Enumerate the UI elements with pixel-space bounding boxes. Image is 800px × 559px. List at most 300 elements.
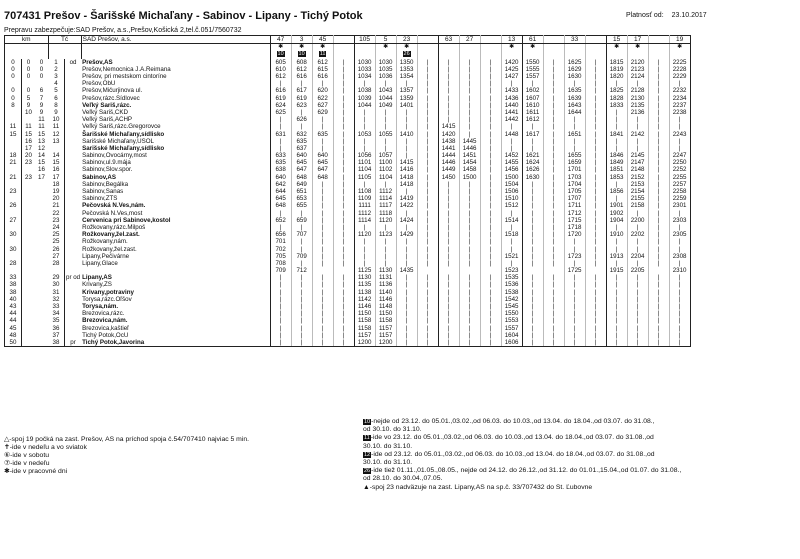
departure-time: 1913 (606, 253, 627, 260)
departure-time: 1420 (438, 130, 459, 137)
departure-time: 1410 (396, 130, 417, 137)
departure-time: 1723 (564, 253, 585, 260)
timetable-row (5, 181, 691, 188)
arrival-departure-mark (65, 109, 82, 116)
departure-time: 1446 (438, 159, 459, 166)
departure-time: | (564, 310, 585, 317)
departure-time: 1131 (375, 274, 396, 281)
departure-time: | (459, 109, 480, 116)
departure-time: | (648, 245, 669, 252)
departure-time: | (480, 166, 501, 173)
trip-symbol-cell (669, 44, 690, 52)
departure-time: | (438, 281, 459, 288)
restriction-badge: 10 (277, 51, 284, 58)
departure-time: | (480, 303, 501, 310)
departure-time: | (648, 317, 669, 324)
departure-time: | (522, 339, 543, 347)
km-value-3: 11 (38, 116, 45, 124)
departure-time: | (480, 188, 501, 195)
departure-time: 1607 (522, 95, 543, 102)
stop-number: 12 (48, 130, 65, 137)
arrival-departure-mark (65, 80, 82, 87)
departure-time: 1701 (564, 166, 585, 173)
departure-time: | (312, 310, 333, 317)
departure-time: | (396, 274, 417, 281)
departure-time: | (669, 123, 690, 130)
departure-time: | (648, 296, 669, 303)
departure-time: | (417, 130, 438, 137)
departure-time: 1621 (522, 152, 543, 159)
departure-time: 2152 (627, 174, 648, 181)
arrival-departure-mark: pr (65, 339, 82, 347)
departure-time: | (648, 95, 669, 102)
departure-time: | (438, 332, 459, 339)
trip-restriction-cell (564, 51, 585, 58)
departure-time: | (270, 145, 291, 152)
departure-time: | (396, 238, 417, 245)
departure-time: | (312, 281, 333, 288)
station-name: Lipany,Glace (81, 260, 270, 267)
footnote (363, 475, 793, 483)
departure-time: 1118 (375, 210, 396, 217)
departure-time: | (354, 123, 375, 130)
station-name: Prešov, pri mestskom cintoríne (81, 73, 270, 80)
departure-time: 1555 (522, 66, 543, 73)
arrival-departure-mark (65, 303, 82, 310)
departure-time: | (333, 281, 354, 288)
stop-number: 25 (48, 238, 65, 245)
trip-restriction-cell (291, 51, 312, 58)
km-value-3: 14 (38, 152, 45, 160)
departure-time: | (585, 138, 606, 145)
departure-time: | (354, 238, 375, 245)
departure-time: 640 (312, 152, 333, 159)
timetable-row (5, 195, 691, 202)
timetable-row (5, 188, 691, 195)
departure-time: 2142 (627, 130, 648, 137)
departure-time: 1150 (354, 310, 375, 317)
km-value-2: 0 (26, 87, 31, 95)
departure-time: | (480, 325, 501, 332)
departure-time: | (522, 332, 543, 339)
departure-time: | (522, 296, 543, 303)
departure-time: 1610 (522, 102, 543, 109)
trip-number-header: 3 (291, 36, 312, 44)
timetable-row (5, 95, 691, 102)
stop-number: 26 (48, 245, 65, 252)
departure-time: | (585, 87, 606, 94)
trip-symbol-cell (543, 44, 564, 52)
departure-time: | (396, 260, 417, 267)
km-value (5, 145, 22, 152)
km-value: 50 (5, 339, 22, 347)
asterisk-icon: ✱ (509, 44, 515, 51)
departure-time: | (627, 317, 648, 324)
departure-time: 627 (312, 102, 333, 109)
departure-time: | (291, 289, 312, 296)
arrival-departure-mark (65, 159, 82, 166)
departure-time: | (606, 181, 627, 188)
departure-time: | (417, 339, 438, 347)
departure-time: | (606, 224, 627, 231)
departure-time: 1833 (606, 102, 627, 109)
asterisk-icon: ✱ (530, 44, 536, 51)
departure-time: | (417, 102, 438, 109)
departure-time: | (270, 116, 291, 123)
departure-time: | (543, 138, 564, 145)
departure-time: | (459, 195, 480, 202)
departure-time: | (585, 296, 606, 303)
departure-time: | (543, 95, 564, 102)
departure-time: | (543, 325, 564, 332)
departure-time: | (333, 174, 354, 181)
departure-time: 645 (291, 159, 312, 166)
departure-time: | (438, 202, 459, 209)
trip-restriction-cell (669, 51, 690, 58)
departure-time: | (543, 217, 564, 224)
departure-time: | (291, 310, 312, 317)
departure-time: | (480, 195, 501, 202)
departure-time: | (522, 123, 543, 130)
km-value-2 (22, 289, 36, 296)
km-value (5, 80, 22, 87)
trip-symbol-cell (312, 44, 333, 52)
departure-time: | (606, 317, 627, 324)
arrival-departure-mark (65, 245, 82, 252)
departure-time: | (501, 80, 522, 87)
departure-time: 1626 (522, 166, 543, 173)
departure-time: | (480, 181, 501, 188)
departure-time: | (522, 310, 543, 317)
departure-time: 1449 (438, 166, 459, 173)
departure-time: 1146 (375, 296, 396, 303)
departure-time: | (648, 289, 669, 296)
departure-time: | (312, 202, 333, 209)
trip-number-header: 5 (375, 36, 396, 44)
departure-time: | (543, 188, 564, 195)
departure-time: | (669, 289, 690, 296)
departure-time: | (669, 339, 690, 347)
departure-time: 1418 (396, 181, 417, 188)
departure-time: | (543, 289, 564, 296)
departure-time: 1101 (354, 159, 375, 166)
departure-time: | (396, 296, 417, 303)
km-value-3 (35, 202, 48, 209)
departure-time: | (459, 238, 480, 245)
departure-time: 708 (270, 260, 291, 267)
departure-time: | (585, 231, 606, 238)
departure-time: | (585, 245, 606, 252)
departure-time: | (648, 310, 669, 317)
departure-time: | (480, 317, 501, 324)
departure-time: | (480, 87, 501, 94)
departure-time: | (333, 231, 354, 238)
departure-time: | (564, 245, 585, 252)
departure-time: 1108 (354, 188, 375, 195)
departure-time: | (648, 231, 669, 238)
departure-time: | (480, 245, 501, 252)
departure-time: | (459, 260, 480, 267)
footnote-text: 30.10. do 31.10. (363, 459, 413, 467)
departure-time: 659 (291, 217, 312, 224)
departure-time: 1424 (396, 217, 417, 224)
departure-time: 1635 (564, 87, 585, 94)
departure-time: | (438, 317, 459, 324)
asterisk-icon: ✱ (614, 44, 620, 51)
departure-time: 1114 (354, 217, 375, 224)
departure-time: 1055 (375, 130, 396, 137)
station-name: Prešov,Nemocnica J.A.Reimana (81, 66, 270, 73)
departure-time: 2155 (627, 195, 648, 202)
departure-time: 1056 (354, 152, 375, 159)
timetable-row (5, 332, 691, 339)
departure-time: | (585, 317, 606, 324)
departure-time: 1450 (438, 174, 459, 181)
departure-time: | (333, 95, 354, 102)
departure-time: 1436 (501, 95, 522, 102)
departure-time: | (270, 289, 291, 296)
departure-time: 1415 (438, 123, 459, 130)
departure-time: | (417, 95, 438, 102)
trip-restriction-cell (501, 51, 522, 58)
departure-time: | (333, 181, 354, 188)
departure-time: | (312, 210, 333, 217)
asterisk-icon: ✱ (320, 44, 326, 51)
stop-number: 4 (48, 80, 65, 87)
departure-time: 1604 (501, 332, 522, 339)
timetable-row (5, 138, 691, 145)
arrival-departure-mark (65, 325, 82, 332)
departure-time: | (543, 238, 564, 245)
trip-number-header: 17 (627, 36, 648, 44)
departure-time: | (438, 238, 459, 245)
departure-time: | (480, 260, 501, 267)
departure-time: | (648, 80, 669, 87)
departure-time: | (396, 210, 417, 217)
departure-time: | (417, 59, 438, 66)
departure-time: | (375, 260, 396, 267)
departure-time: | (522, 231, 543, 238)
departure-time: | (438, 245, 459, 252)
arrival-departure-mark (65, 210, 82, 217)
departure-time: | (480, 116, 501, 123)
departure-time: 1446 (459, 145, 480, 152)
km-value-3 (35, 260, 48, 267)
arrival-departure-mark (65, 253, 82, 260)
departure-time: | (669, 310, 690, 317)
station-name: Prešov,ObÚ (81, 80, 270, 87)
departure-time: | (333, 245, 354, 252)
departure-time: | (312, 296, 333, 303)
departure-time: | (438, 116, 459, 123)
departure-time: 1659 (564, 159, 585, 166)
departure-time: 612 (312, 59, 333, 66)
stop-number: 3 (48, 73, 65, 80)
departure-time: | (606, 274, 627, 281)
trip-restriction-cell (333, 51, 354, 58)
departure-time: 1704 (564, 181, 585, 188)
departure-time: | (543, 123, 564, 130)
departure-time: | (585, 145, 606, 152)
km-value-3 (35, 281, 48, 288)
departure-time: | (291, 281, 312, 288)
departure-time: | (669, 238, 690, 245)
departure-time: | (543, 195, 564, 202)
footnote: △-spoj 19 počká na zast. Prešov, AS na príchod spoja č.54/707410 najviac 5 min. (4, 436, 250, 443)
departure-time: | (312, 303, 333, 310)
footnote (363, 459, 793, 467)
trip-number-header: 15 (606, 36, 627, 44)
departure-time: 1441 (501, 109, 522, 116)
departure-time: | (438, 296, 459, 303)
stop-number: 22 (48, 210, 65, 217)
departure-time: | (669, 260, 690, 267)
timetable-row (5, 303, 691, 310)
km-value-2 (22, 267, 36, 274)
departure-time: | (585, 217, 606, 224)
km-value: 38 (5, 281, 22, 288)
departure-time: | (480, 310, 501, 317)
departure-time: | (648, 202, 669, 209)
departure-time: 1901 (606, 202, 627, 209)
km-value: 0 (5, 87, 22, 94)
km-value-2 (22, 332, 36, 339)
departure-time: | (648, 123, 669, 130)
departure-time: 616 (270, 87, 291, 94)
departure-time: | (543, 116, 564, 123)
departure-time: | (459, 281, 480, 288)
km-value-2 (22, 188, 36, 195)
departure-time: | (417, 281, 438, 288)
timetable-row (5, 152, 691, 159)
trip-number-header: 13 (501, 36, 522, 44)
station-name: Lipany,Pečivárne (81, 253, 270, 260)
departure-time: 1815 (606, 59, 627, 66)
departure-time: | (459, 325, 480, 332)
departure-time: | (585, 281, 606, 288)
departure-time: | (585, 188, 606, 195)
departure-time: 612 (270, 73, 291, 80)
departure-time: | (585, 109, 606, 116)
departure-time: 1711 (564, 202, 585, 209)
footnote (363, 451, 793, 459)
footnote-text: 30.10. do 31.10. (363, 442, 413, 450)
departure-time: 2158 (627, 202, 648, 209)
trip-symbol-cell (501, 44, 522, 52)
trip-symbol-cell (606, 44, 627, 52)
departure-time: | (312, 238, 333, 245)
departure-time: 2145 (627, 152, 648, 159)
departure-time: | (480, 66, 501, 73)
km-value-3: 0 (39, 73, 44, 81)
departure-time: | (459, 274, 480, 281)
departure-time: | (417, 66, 438, 73)
departure-time: | (585, 130, 606, 137)
departure-time: | (543, 231, 564, 238)
departure-time: | (648, 87, 669, 94)
km-value: 11 (5, 123, 22, 130)
departure-time: 1445 (459, 138, 480, 145)
departure-time: | (627, 260, 648, 267)
station-name: Veľký Šariš,ACHP (81, 116, 270, 123)
departure-time: | (522, 210, 543, 217)
km-value: 27 (5, 217, 22, 224)
stop-number: 38 (48, 339, 65, 347)
departure-time: | (627, 123, 648, 130)
departure-time: | (417, 224, 438, 231)
departure-time: 1542 (501, 296, 522, 303)
departure-time: | (333, 195, 354, 202)
km-value: 44 (5, 317, 22, 324)
departure-time: | (564, 274, 585, 281)
departure-time: 1612 (522, 116, 543, 123)
departure-time: | (543, 73, 564, 80)
km-value-3: 7 (39, 94, 44, 102)
departure-time: | (438, 260, 459, 267)
station-name: Rožkovany,rázc.Milpoš (81, 224, 270, 231)
departure-time: | (354, 138, 375, 145)
stop-number: 20 (48, 195, 65, 202)
station-name: Šarišské Michaľany,sídlisko (81, 130, 270, 137)
departure-time: 651 (291, 188, 312, 195)
departure-time: | (459, 289, 480, 296)
departure-time: 1828 (606, 95, 627, 102)
departure-time: | (438, 73, 459, 80)
trip-restriction-cell (480, 51, 501, 58)
km-value: 30 (5, 231, 22, 238)
departure-time: | (459, 130, 480, 137)
line-title: 707431 Prešov - Šarišské Michaľany - Sabinov - Lipany - Tichý Potok (4, 10, 363, 22)
departure-time: 1521 (501, 253, 522, 260)
km-value-2 (22, 310, 36, 317)
km-value: 8 (5, 102, 22, 109)
departure-time: 2247 (669, 152, 690, 159)
km-value-3 (35, 310, 48, 317)
km-value-2 (22, 116, 36, 123)
departure-time: | (543, 202, 564, 209)
departure-time: | (480, 296, 501, 303)
km-value-2: 15 (25, 130, 32, 138)
departure-time: | (648, 274, 669, 281)
stop-number (48, 267, 65, 274)
departure-time: | (333, 159, 354, 166)
departure-time: | (585, 325, 606, 332)
km-value-3: 9 (39, 101, 44, 109)
km-value-2 (22, 210, 36, 217)
arrival-departure-mark (65, 87, 82, 94)
departure-time: | (564, 145, 585, 152)
departure-time: 2243 (669, 130, 690, 137)
departure-time: | (480, 95, 501, 102)
departure-time: 712 (291, 267, 312, 274)
departure-time: 1158 (354, 325, 375, 332)
departure-time: | (585, 59, 606, 66)
departure-time: 1146 (354, 303, 375, 310)
km-value: 0 (5, 66, 22, 73)
departure-time: 1500 (501, 174, 522, 181)
stop-number: 29 (48, 274, 65, 281)
departure-time: | (648, 145, 669, 152)
departure-time: | (480, 289, 501, 296)
timetable-row (5, 123, 691, 130)
departure-time: | (354, 253, 375, 260)
departure-time: | (417, 159, 438, 166)
departure-time: 1550 (501, 310, 522, 317)
trip-restriction-cell (627, 51, 648, 58)
km-value-3 (35, 289, 48, 296)
departure-time: 2301 (669, 202, 690, 209)
trip-number-header (333, 36, 354, 44)
